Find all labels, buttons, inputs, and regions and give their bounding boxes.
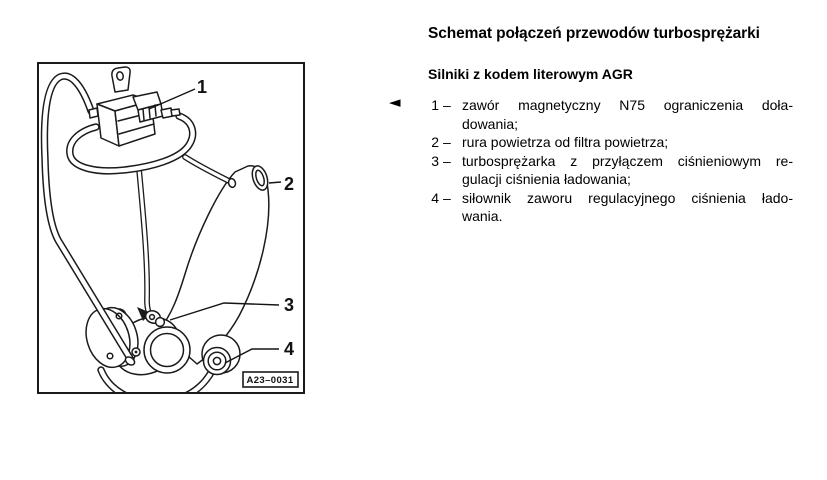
legend-item-separator: – <box>443 134 451 150</box>
legend-item-line: rura powietrza od filtra powietrza; <box>462 134 669 150</box>
figure-code-box <box>243 372 298 387</box>
legend-list <box>425 96 793 226</box>
hose-bottom <box>101 369 213 392</box>
hose-vertical <box>139 169 152 317</box>
callout-number-3: 3 <box>284 295 295 315</box>
legend-item-line: dowania; <box>462 115 519 132</box>
callout-leader-2 <box>269 182 281 183</box>
legend-item-1 <box>425 96 793 133</box>
callout-number-2: 2 <box>284 174 295 194</box>
legend-item-text <box>462 189 793 226</box>
legend-item-number: 4 <box>431 189 439 206</box>
legend-item-3 <box>425 152 793 189</box>
figure-box <box>37 62 305 394</box>
left-arrow-marker: ◄ <box>389 93 401 111</box>
legend-item-number: 2 <box>431 134 439 150</box>
legend-item-line: wania. <box>462 208 503 224</box>
hose-short <box>185 157 236 188</box>
legend-item-4 <box>425 189 793 226</box>
legend-item-text <box>462 133 793 152</box>
boost-actuator <box>202 335 240 375</box>
legend-item-2 <box>425 133 793 152</box>
legend-item-line: zawór magnetyczny N75 ograniczenia doła- <box>462 97 793 113</box>
legend-item-text <box>462 152 793 189</box>
legend-item-line: gulacji ciśnienia ładowania; <box>462 171 631 187</box>
legend-item-number: 3 <box>431 152 439 169</box>
turbocharger-hose-diagram <box>39 64 303 392</box>
section-heading: Silniki z kodem literowym AGR <box>428 66 633 82</box>
page-title: Schemat połączeń przewodów turbosprężarki <box>428 25 760 42</box>
legend-item-separator: – <box>443 152 451 169</box>
legend-item-text <box>462 96 793 133</box>
legend-item-separator: – <box>443 189 451 206</box>
legend-item-separator: – <box>443 97 451 113</box>
callout-number-1: 1 <box>197 77 208 97</box>
callout-number-4: 4 <box>284 339 295 359</box>
solenoid-valve <box>89 67 180 146</box>
figure-code: A23–0031 <box>246 375 294 386</box>
text-column <box>425 24 793 226</box>
legend-item-line: turbosprężarka z przyłączem ciśnieniowym re- <box>462 152 793 169</box>
legend-item-number: 1 <box>431 97 439 113</box>
legend-item-line: siłownik zaworu regulacyjnego ciśnienia łado- <box>462 189 793 206</box>
